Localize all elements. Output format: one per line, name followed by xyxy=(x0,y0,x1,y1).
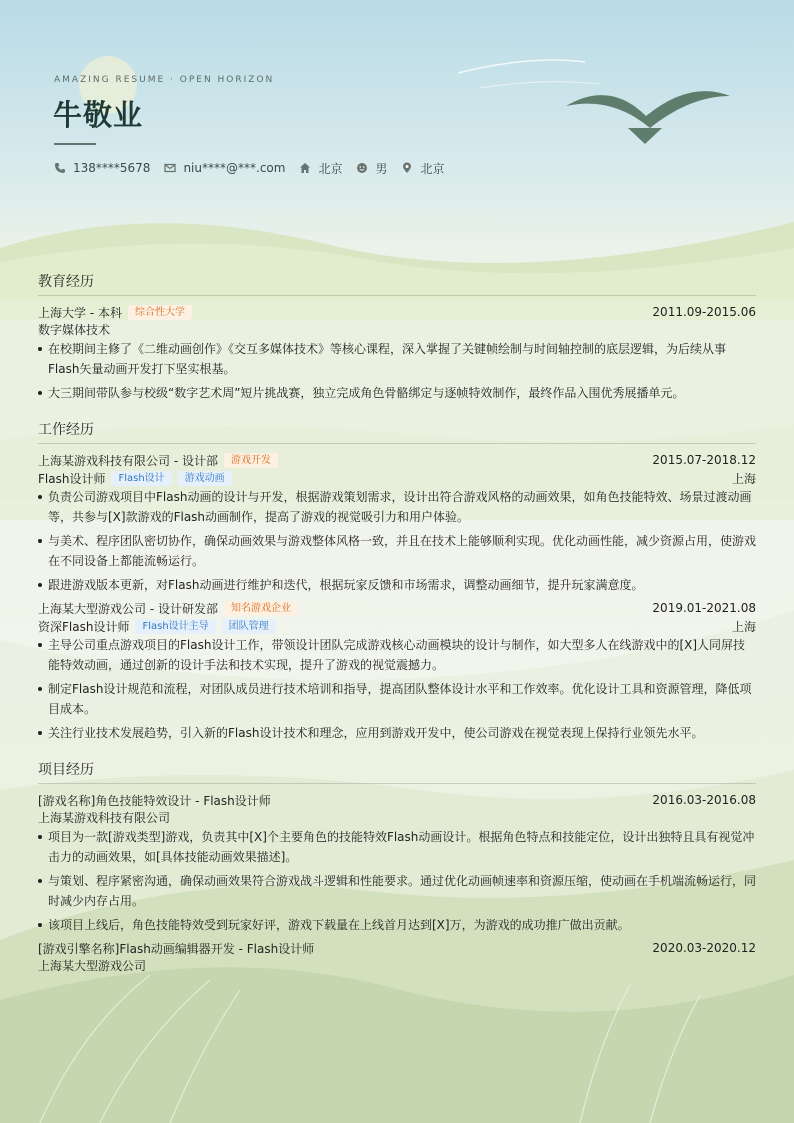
list-item: 项目为一款[游戏类型]游戏，负责其中[X]个主要角色的技能特效Flash动画设计。根据角色特点和技能定位，设计出独特且具有视觉冲击力的动画效果，如[具体技能动画效果描述]。 xyxy=(38,827,756,867)
projects-section xyxy=(38,761,756,975)
skill-tag: 团队管理 xyxy=(222,619,276,634)
skill-tag: Flash设计 xyxy=(111,471,171,486)
job-title: Flash设计师 xyxy=(38,471,106,486)
gender-icon xyxy=(356,162,368,174)
education-dates: 2011.09-2015.06 xyxy=(652,305,756,319)
project-entry xyxy=(38,939,756,975)
company-name: 上海某游戏科技有限公司 - 设计部 xyxy=(38,453,218,468)
work-entry xyxy=(38,599,756,743)
list-item: 在校期间主修了《二维动画创作》《交互多媒体技术》等核心课程，深入掌握了关键帧绘制与时间轴控制的底层逻辑，为后续从事Flash矢量动画开发打下坚实根基。 xyxy=(38,339,756,379)
contact-text: 北京 xyxy=(318,161,343,176)
company-tag: 游戏开发 xyxy=(224,453,278,468)
contact-text: 北京 xyxy=(420,161,445,176)
section-title: 项目经历 xyxy=(38,762,94,778)
work-bullets xyxy=(38,635,756,743)
contact-email xyxy=(164,161,285,175)
resume-eyebrow: AMAZING RESUME · OPEN HORIZON xyxy=(54,75,275,85)
list-item: 关注行业技术发展趋势，引入新的Flash设计技术和理念，应用到游戏开发中，使公司游戏在视觉表现上保持行业领先水平。 xyxy=(38,723,756,743)
project-org: 上海某游戏科技有限公司 xyxy=(38,811,171,825)
home-icon xyxy=(299,162,311,174)
candidate-name: 牛敬业 xyxy=(53,98,144,132)
project-name: [游戏名称]角色技能特效设计 - Flash设计师 xyxy=(38,793,271,808)
phone-icon xyxy=(54,162,66,174)
work-city: 上海 xyxy=(731,471,756,486)
work-entry xyxy=(38,451,756,595)
list-item: 大三期间带队参与校级“数字艺术周”短片挑战赛，独立完成角色骨骼绑定与逐帧特效制作，最终作品入围优秀展播单元。 xyxy=(38,383,756,403)
work-entry-header xyxy=(38,451,756,469)
education-entry-header xyxy=(38,303,756,321)
contact-gender xyxy=(356,160,387,177)
list-item: 与策划、程序紧密沟通，确保动画效果符合游戏战斗逻辑和性能要求。通过优化动画帧速率和资源压缩，使动画在手机端流畅运行，同时减少内存占用。 xyxy=(38,871,756,911)
company-tag: 知名游戏企业 xyxy=(224,601,298,616)
contact-text: 138****5678 xyxy=(73,161,151,175)
project-entry-header xyxy=(38,939,756,957)
list-item: 负责公司游戏项目中Flash动画的设计与开发，根据游戏策划需求，设计出符合游戏风格的动画效果，如角色技能特效、场景过渡动画等，共参与[X]款游戏的Flash动画制作，提高了游戏的视觉吸引力和用户体验。 xyxy=(38,487,756,527)
list-item: 主导公司重点游戏项目的Flash设计工作，带领设计团队完成游戏核心动画模块的设计与制作，如大型多人在线游戏中的[X]人同屏技能特效动画，通过创新的设计手法和技术实现，提升了游戏的视觉震撼力。 xyxy=(38,635,756,675)
work-bullets xyxy=(38,487,756,595)
project-bullets xyxy=(38,827,756,935)
school-tag: 综合性大学 xyxy=(128,305,192,320)
contact-text: 男 xyxy=(375,161,388,176)
work-entry-header xyxy=(38,599,756,617)
contact-text: niu****@***.com xyxy=(183,161,286,175)
education-section xyxy=(38,273,756,407)
list-item: 该项目上线后，角色技能特效受到玩家好评，游戏下载量在上线首月达到[X]万，为游戏的成功推广做出贡献。 xyxy=(38,915,756,935)
list-item: 制定Flash设计规范和流程，对团队成员进行技术培训和指导，提高团队整体设计水平和工作效率。优化设计工具和资源管理，降低项目成本。 xyxy=(38,679,756,719)
work-role-row xyxy=(38,469,756,487)
list-item: 与美术、程序团队密切协作，确保动画效果与游戏整体风格一致，并且在技术上能够顺利实现。优化动画性能，减少资源占用，使游戏在不同设备上都能流畅运行。 xyxy=(38,531,756,571)
work-city: 上海 xyxy=(731,619,756,634)
project-entry xyxy=(38,791,756,935)
project-dates: 2016.03-2016.08 xyxy=(652,793,756,807)
work-dates: 2019.01-2021.08 xyxy=(652,601,756,615)
project-entry-header xyxy=(38,791,756,809)
project-org: 上海某大型游戏公司 xyxy=(38,959,147,973)
work-dates: 2015.07-2018.12 xyxy=(652,453,756,467)
skill-tag: 游戏动画 xyxy=(178,471,232,486)
location-icon xyxy=(401,162,413,174)
company-name: 上海某大型游戏公司 - 设计研发部 xyxy=(38,601,218,616)
name-underline xyxy=(54,143,96,145)
contact-hometown xyxy=(299,160,342,177)
section-title: 工作经历 xyxy=(38,422,94,438)
contact-phone xyxy=(54,161,150,175)
project-dates: 2020.03-2020.12 xyxy=(652,941,756,955)
contact-bar xyxy=(54,159,459,177)
mail-icon xyxy=(164,162,176,174)
work-section xyxy=(38,421,756,747)
list-item: 跟进游戏版本更新，对Flash动画进行维护和迭代，根据玩家反馈和市场需求，调整动画细节，提升玩家满意度。 xyxy=(38,575,756,595)
contact-location xyxy=(401,160,444,177)
education-bullets xyxy=(38,339,756,403)
school-name: 上海大学 - 本科 xyxy=(38,305,122,320)
major: 数字媒体技术 xyxy=(38,323,111,337)
project-name: [游戏引擎名称]Flash动画编辑器开发 - Flash设计师 xyxy=(38,941,315,956)
skill-tag: Flash设计主导 xyxy=(135,619,215,634)
work-role-row xyxy=(38,617,756,635)
section-title: 教育经历 xyxy=(38,274,94,290)
job-title: 资深Flash设计师 xyxy=(38,619,130,634)
